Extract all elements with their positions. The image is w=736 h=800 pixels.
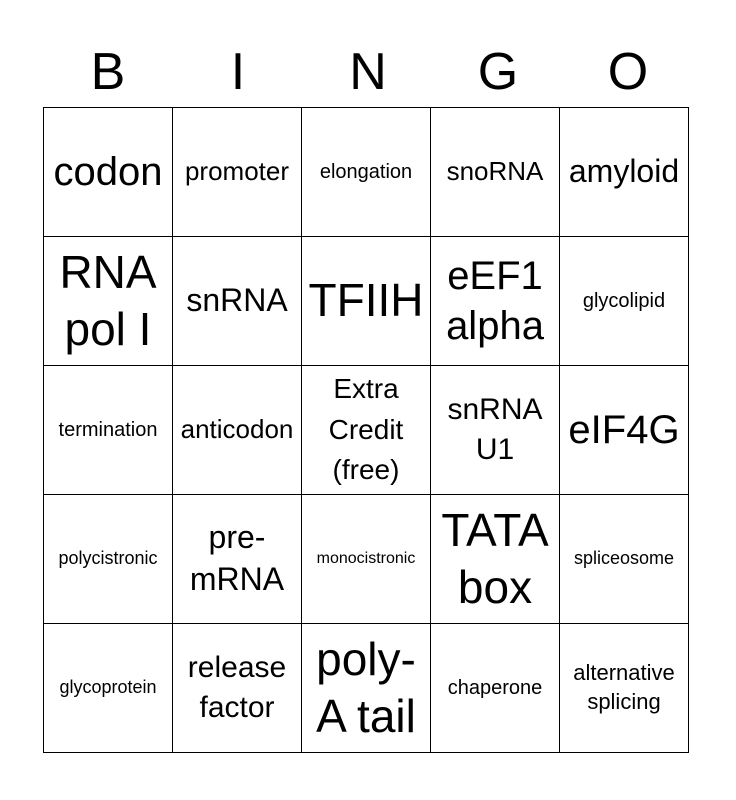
cell-label: polycistronic — [58, 548, 158, 569]
cell-label: termination — [58, 418, 158, 441]
bingo-cell free-space[interactable] — [302, 366, 431, 495]
cell-label: TFIIH — [308, 274, 424, 327]
bingo-cell[interactable] — [431, 624, 560, 753]
bingo-cell[interactable] — [431, 108, 560, 237]
bingo-row — [44, 366, 689, 495]
cell-label: eIF4G — [568, 408, 680, 452]
cell-label: anticodon — [180, 414, 294, 445]
cell-label: snRNA — [186, 282, 288, 319]
header-letter-g: G — [477, 43, 519, 101]
cell-label: amyloid — [568, 153, 680, 190]
bingo-row — [44, 237, 689, 366]
header-letter-o: O — [607, 43, 649, 101]
cell-label: release factor — [187, 650, 287, 724]
bingo-header — [43, 40, 693, 104]
bingo-cell[interactable] — [44, 366, 173, 495]
bingo-cell[interactable] — [560, 495, 689, 624]
bingo-row — [44, 108, 689, 237]
cell-label: glycolipid — [582, 289, 666, 312]
cell-label: alternative splicing — [573, 660, 675, 714]
bingo-cell[interactable] — [173, 237, 302, 366]
header-letter-i: I — [230, 43, 246, 101]
bingo-cell[interactable] — [560, 108, 689, 237]
bingo-cell[interactable] — [173, 495, 302, 624]
cell-label: TATA box — [441, 503, 549, 613]
bingo-cell[interactable] — [302, 495, 431, 624]
bingo-cell[interactable] — [44, 237, 173, 366]
header-letter-n: N — [349, 43, 387, 101]
cell-label: codon — [53, 150, 163, 194]
bingo-row — [44, 624, 689, 753]
cell-label: elongation — [319, 160, 413, 183]
cell-label: snRNA U1 — [447, 392, 543, 466]
bingo-cell[interactable] — [302, 108, 431, 237]
cell-label: chaperone — [447, 676, 543, 699]
bingo-card-grid — [43, 107, 689, 753]
bingo-cell[interactable] — [560, 366, 689, 495]
bingo-cell[interactable] — [302, 237, 431, 366]
header-letter-b: B — [90, 43, 126, 101]
bingo-cell[interactable] — [173, 108, 302, 237]
bingo-cell[interactable] — [44, 108, 173, 237]
cell-label: spliceosome — [573, 548, 675, 569]
bingo-cell[interactable] — [431, 366, 560, 495]
bingo-cell[interactable] — [173, 624, 302, 753]
bingo-cell[interactable] — [44, 495, 173, 624]
cell-label: promoter — [184, 156, 290, 187]
bingo-cell[interactable] — [44, 624, 173, 753]
cell-label: pre-mRNA — [189, 519, 285, 597]
cell-label: eEF1 alpha — [446, 254, 544, 348]
bingo-cell[interactable] — [302, 624, 431, 753]
bingo-cell[interactable] — [560, 237, 689, 366]
bingo-cell[interactable] — [173, 366, 302, 495]
bingo-cell[interactable] — [431, 495, 560, 624]
cell-label: RNA pol I — [59, 245, 157, 355]
cell-label: Extra Credit (free) — [328, 373, 404, 486]
bingo-cell[interactable] — [560, 624, 689, 753]
cell-label: poly-A tail — [316, 632, 416, 742]
cell-label: monocistronic — [316, 549, 416, 567]
bingo-row — [44, 495, 689, 624]
bingo-cell[interactable] — [431, 237, 560, 366]
cell-label: glycoprotein — [59, 677, 157, 698]
cell-label: snoRNA — [446, 156, 544, 187]
